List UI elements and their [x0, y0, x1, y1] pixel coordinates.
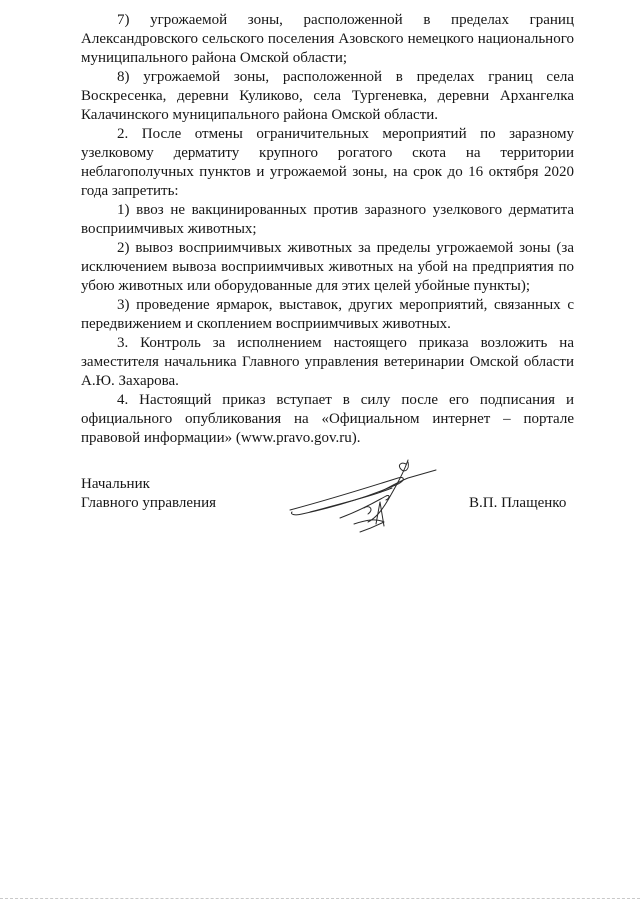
signatory-name: В.П. Плащенко — [469, 495, 567, 511]
signature-block — [0, 452, 640, 542]
signatory-title — [81, 475, 216, 513]
paragraph-ban-export: 2) вывоз восприимчивых животных за пределы угрожаемой зоны (за исключением вывоза восприимчивых животных на убой на предприятия по убою животных или оборудованные для этих целей убойные пункты); — [81, 240, 574, 294]
document-body — [81, 11, 574, 448]
paragraph-section-4: 4. Настоящий приказ вступает в силу после его подписания и официального опубликования на «Официальном интернет – портале правовой информации» (www.pravo.gov.ru). — [81, 392, 574, 446]
paragraph-item-8-threat-zone: 8) угрожаемой зоны, расположенной в пределах границ села Воскресенка, деревни Куликово, села Тургеневка, деревни Архангелка Калачинского муниципального района Омской области. — [81, 69, 574, 123]
paragraph-section-3: 3. Контроль за исполнением настоящего приказа возложить на заместителя начальника Главного управления ветеринарии Омской области А.Ю. Захарова. — [81, 335, 574, 389]
paragraph-ban-fairs: 3) проведение ярмарок, выставок, других мероприятий, связанных с передвижением и скоплением восприимчивых животных. — [81, 297, 574, 332]
paragraph-ban-import: 1) ввоз не вакцинированных против заразного узелкового дерматита восприимчивых животных; — [81, 202, 574, 237]
page-bottom-edge — [0, 898, 640, 899]
signatory-title-line-1: Начальник — [81, 476, 150, 492]
paragraph-item-7-threat-zone: 7) угрожаемой зоны, расположенной в пределах границ Александровского сельского поселения Азовского немецкого национального муниципального района Омской области; — [81, 12, 574, 66]
paragraph-section-2: 2. После отмены ограничительных мероприятий по заразному узелковому дерматиту крупного рогатого скота на территории неблагополучных пунктов и угрожаемой зоны, на срок до 16 октября 2020 года запретить: — [81, 126, 574, 199]
signatory-title-line-2: Главного управления — [81, 495, 216, 511]
handwritten-signature — [280, 452, 440, 542]
